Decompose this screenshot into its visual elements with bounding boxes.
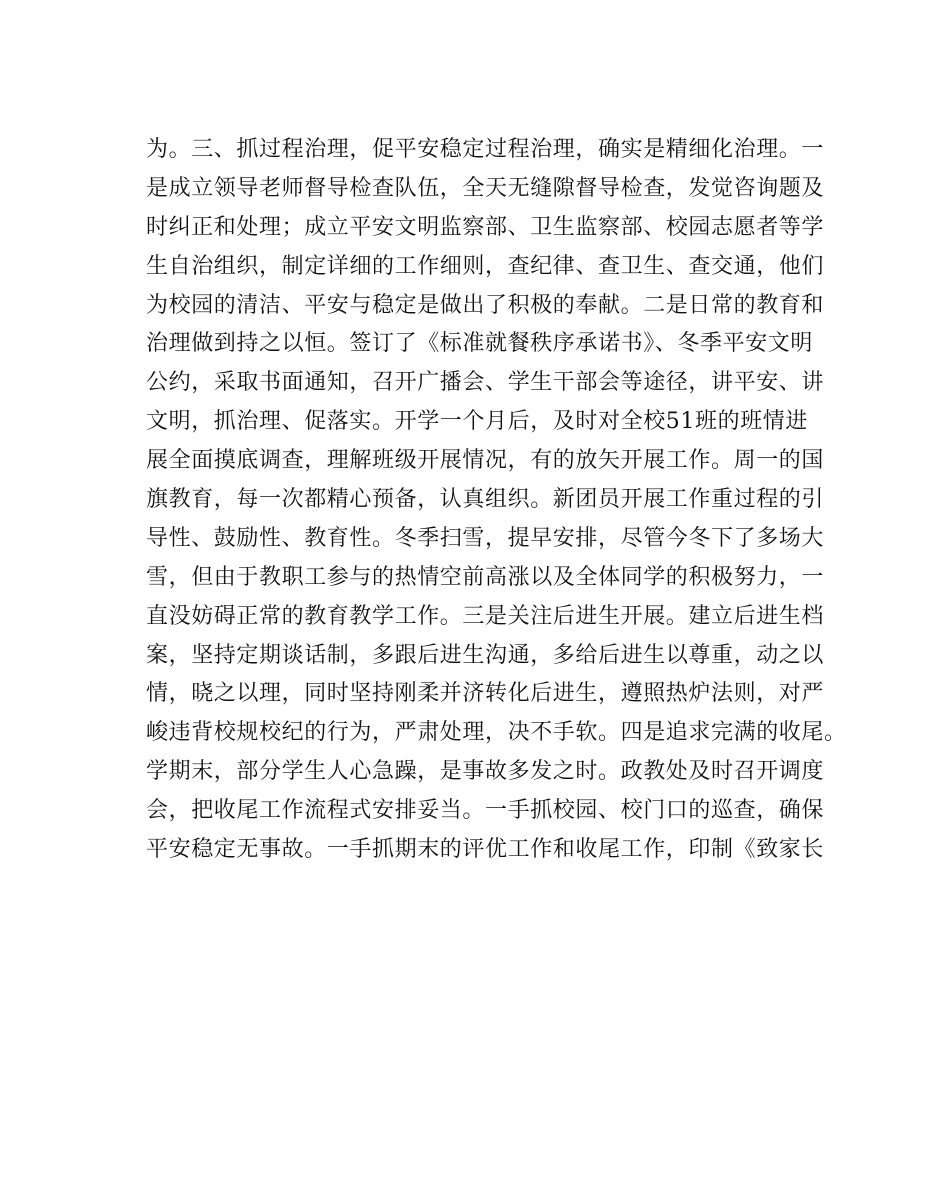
body-text bbox=[146, 131, 847, 870]
text-line: 旗教育，每一次都精心预备，认真组织。新团员开展工作重过程的引 bbox=[146, 487, 825, 513]
text-line: 导性、鼓励性、教育性。冬季扫雪，提早安排，尽管今冬下了多场大 bbox=[146, 525, 825, 551]
text-line: 文明，抓治理、促落实。开学一个月后，及时对全校51班的班情进 bbox=[146, 409, 808, 435]
text-line: 生自治组织，制定详细的工作细则，查纪律、查卫生、查交通，他们 bbox=[146, 253, 825, 279]
text-line: 为。三、抓过程治理，促平安稳定过程治理，确实是精细化治理。一 bbox=[146, 137, 825, 162]
text-line: 情，晓之以理，同时坚持刚柔并济转化后进生，遵照热炉法则，对严 bbox=[146, 681, 825, 707]
text-line: 为校园的清洁、平安与稳定是做出了积极的奉献。二是日常的教育和 bbox=[146, 292, 825, 318]
text-line: 展全面摸底调查，理解班级开展情况，有的放矢开展工作。周一的国 bbox=[146, 448, 825, 474]
text-line: 直没妨碍正常的教育教学工作。三是关注后进生开展。建立后进生档 bbox=[146, 603, 825, 629]
text-line: 治理做到持之以恒。签订了《标准就餐秩序承诺书》、冬季平安文明 bbox=[146, 331, 814, 357]
text-line: 会，把收尾工作流程式安排妥当。一手抓校园、校门口的巡查，确保 bbox=[146, 798, 825, 824]
text-line: 学期末，部分学生人心急躁，是事故多发之时。政教处及时召开调度 bbox=[146, 759, 825, 785]
text-line: 雪，但由于教职工参与的热情空前高涨以及全体同学的积极努力，一 bbox=[146, 564, 825, 590]
text-line: 峻违背校规校纪的行为，严肃处理，决不手软。四是追求完满的收尾。 bbox=[146, 720, 847, 746]
text-line: 是成立领导老师督导检查队伍，全天无缝隙督导检查，发觉咨询题及 bbox=[146, 175, 825, 201]
text-line: 案，坚持定期谈话制，多跟后进生沟通，多给后进生以尊重，动之以 bbox=[146, 642, 825, 668]
text-line: 公约，采取书面通知，召开广播会、学生干部会等途径，讲平安、讲 bbox=[146, 370, 825, 396]
text-line: 平安稳定无事故。一手抓期末的评优工作和收尾工作，印制《致家长 bbox=[146, 837, 825, 863]
text-line: 时纠正和处理；成立平安文明监察部、卫生监察部、校园志愿者等学 bbox=[146, 214, 825, 240]
